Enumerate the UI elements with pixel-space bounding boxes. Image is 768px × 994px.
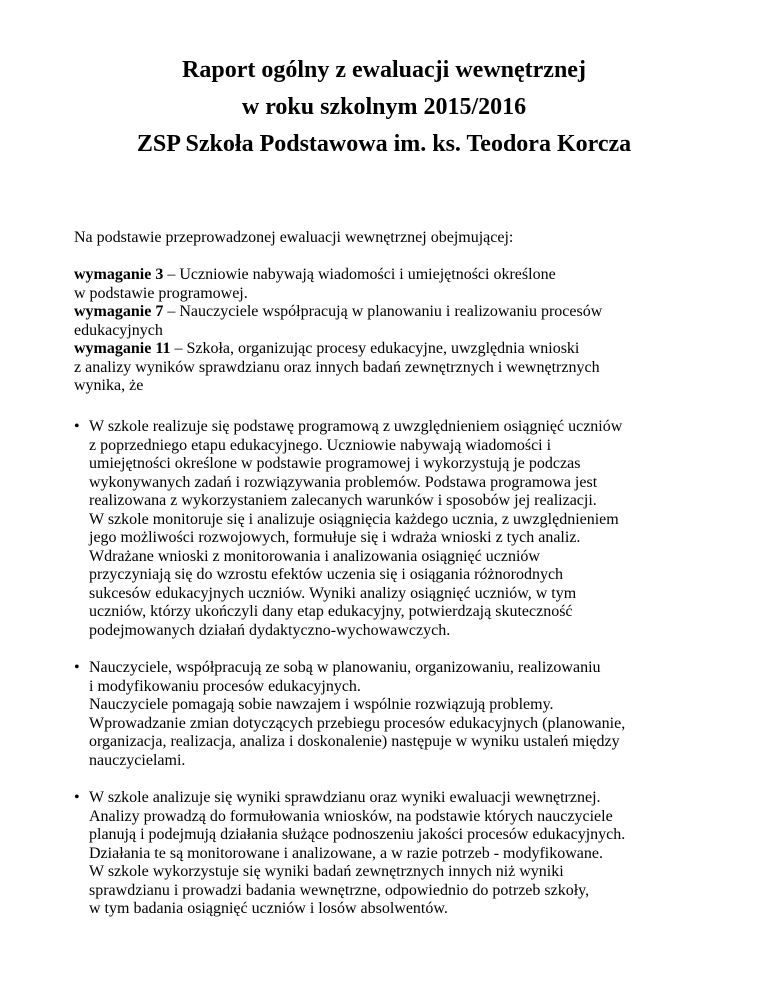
requirement-3 [74, 266, 714, 285]
finding-line: jego możliwości rozwojowych, formułuje się i wdraża wnioski z tych analiz. [89, 529, 581, 546]
bullet-icon: • [74, 659, 80, 676]
requirement-label: wymaganie 3 [74, 266, 164, 283]
bullet-icon: • [74, 789, 80, 806]
requirement-line: wynika, że [74, 377, 144, 394]
finding-line: Analizy prowadzą do formułowania wniosków, na podstawie których nauczyciele [89, 807, 613, 825]
finding-line: W szkole monitoruje się i analizuje osiągnięcia każdego ucznia, z uwzględnieniem [89, 510, 619, 528]
requirement-11 [74, 340, 714, 359]
finding-line: planują i podejmują działania służące podnoszeniu jakości procesów edukacyjnych. [89, 826, 626, 843]
finding-line: Nauczyciele pomagają sobie nawzajem i wspólnie rozwiązują problemy. [89, 696, 554, 713]
finding-line: W szkole wykorzystuje się wyniki badań zewnętrznych innych niż wyniki [89, 863, 564, 880]
finding-line: uczniów, którzy ukończyli dany etap edukacyjny, potwierdzają skuteczność [89, 603, 573, 620]
finding-line: w tym badania osiągnięć uczniów i losów absolwentów. [89, 900, 448, 917]
title-line-3: ZSP Szkoła Podstawowa im. ks. Teodora Korcza [136, 131, 632, 157]
finding-line: podejmowanych działań dydaktyczno-wychowawczych. [89, 621, 451, 639]
requirement-line: edukacyjnych [74, 321, 163, 339]
finding-item-analysis [74, 789, 734, 919]
title-line-2: w roku szkolnym 2015/2016 [241, 94, 527, 120]
finding-line: Wprowadzanie zmian dotyczących przebiegu procesów edukacyjnych (planowanie, [89, 714, 626, 732]
finding-line: wykonywanych zadań i rozwiązywania problemów. Podstawa programowa jest [89, 473, 598, 491]
finding-line: sukcesów edukacyjnych uczniów. Wyniki analizy osiągnięć uczniów, w tym [89, 584, 577, 602]
finding-item-curriculum [74, 418, 734, 640]
bullet-icon: • [74, 418, 80, 435]
intro-paragraph: Na podstawie przeprowadzonej ewaluacji wewnętrznej obejmującej: [74, 229, 514, 246]
finding-line: Wdrażane wnioski z monitorowania i analizowania osiągnięć uczniów [89, 547, 540, 565]
finding-line: W szkole analizuje się wyniki sprawdzianu oraz wyniki ewaluacji wewnętrznej. [89, 789, 601, 806]
requirement-label: wymaganie 11 [74, 340, 171, 357]
finding-line: W szkole realizuje się podstawę programową z uwzględnieniem osiągnięć uczniów [89, 418, 623, 435]
requirements-list [74, 266, 714, 396]
finding-line: nauczycielami. [89, 751, 186, 769]
findings-list [74, 418, 734, 938]
requirement-7 [74, 303, 714, 322]
finding-line: sprawdzianu i prowadzi badania wewnętrzne, odpowiednio do potrzeb szkoły, [89, 881, 590, 899]
finding-line: z poprzedniego etapu edukacyjnego. Uczniowie nabywają wiadomości i [89, 436, 552, 454]
requirement-text: – Nauczyciele współpracują w planowaniu i realizowaniu procesów [163, 303, 603, 320]
requirement-text: – Szkoła, organizując procesy edukacyjne, uwzględnia wnioski [170, 340, 580, 357]
finding-line: przyczyniają się do wzrostu efektów uczenia się i osiągania różnorodnych [89, 566, 564, 583]
finding-line: Nauczyciele, współpracują ze sobą w planowaniu, organizowaniu, realizowaniu [89, 659, 601, 676]
title-line-1: Raport ogólny z ewaluacji wewnętrznej [182, 57, 586, 83]
finding-line: Działania te są monitorowane i analizowane, a w razie potrzeb - modyfikowane. [89, 844, 604, 862]
requirement-label: wymaganie 7 [74, 303, 164, 320]
requirement-line: z analizy wyników sprawdzianu oraz innych badań zewnętrznych i wewnętrznych [74, 358, 600, 376]
requirement-text: – Uczniowie nabywają wiadomości i umiejętności określone [163, 266, 556, 283]
finding-line: realizowana z wykorzystaniem zalecanych warunków i sposobów jej realizacji. [89, 492, 597, 509]
finding-line: organizacja, realizacja, analiza i doskonalenie) następuje w wyniku ustaleń między [89, 733, 620, 750]
finding-item-cooperation [74, 659, 734, 770]
requirement-line: w podstawie programowej. [74, 284, 248, 302]
finding-line: i modyfikowaniu procesów edukacyjnych. [89, 677, 361, 695]
finding-line: umiejętności określone w podstawie programowej i wykorzystują je podczas [89, 455, 581, 472]
report-title [0, 52, 768, 163]
